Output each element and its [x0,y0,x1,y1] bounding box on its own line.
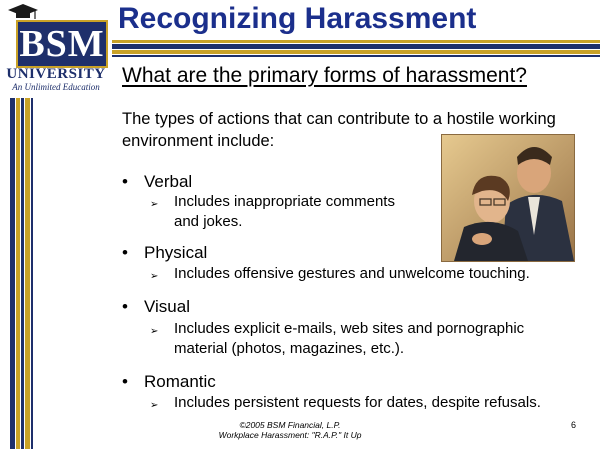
page-number: 6 [570,420,576,430]
side-stripe-gold-1 [16,98,20,449]
bsm-university-logo [4,2,108,94]
item-label: Physical [144,243,208,262]
sub-item-text: Includes persistent requests for dates, despite refusals. [174,394,541,411]
sub-item-text: Includes explicit e-mails, web sites and pornographic material (photos, magazines, etc.). [174,320,525,357]
header-stripe-gold-1 [112,40,600,43]
logo-box [16,20,108,68]
item-label: Romantic [144,372,216,391]
logo-tagline: An Unlimited Education [12,82,100,92]
arrow-bullet-icon: ➢ [150,271,159,282]
slide-title: Recognizing Harassment [118,2,477,35]
side-stripe-navy-2 [21,98,24,449]
bullet: • [122,297,128,316]
arrow-bullet-icon: ➢ [150,199,159,210]
item-label: Verbal [144,172,193,191]
footer-course: Workplace Harassment: "R.A.P." It Up [218,430,362,440]
side-stripe-navy-3 [31,98,33,449]
graduation-cap-icon [8,4,38,20]
header-stripe-navy-2 [112,55,600,57]
photo-illustration [442,135,574,261]
sub-item-text: Includes offensive gestures and unwelcome touching. [174,265,530,282]
item-label: Visual [144,297,190,316]
logo-university: UNIVERSITY [6,66,106,82]
bullet: • [122,243,128,262]
footer-copyright: ©2005 BSM Financial, L.P. [239,420,341,430]
harassment-photo [441,134,575,262]
slide-subtitle: What are the primary forms of harassment? [122,64,527,87]
sub-item-text: Includes inappropriate comments and jokes. [174,193,395,230]
logo-initials: BSM [19,23,105,65]
header-stripe-navy [112,44,600,49]
side-stripe-navy-1 [10,98,15,449]
arrow-bullet-icon: ➢ [150,400,159,411]
side-stripe-gold-2 [25,98,30,449]
header-stripe-gold-2 [112,50,600,54]
bullet: • [122,172,128,191]
bullet: • [122,372,128,391]
arrow-bullet-icon: ➢ [150,326,159,337]
footer [200,420,380,440]
intro-text: The types of actions that can contribute to a hostile working environment include: [122,110,556,150]
